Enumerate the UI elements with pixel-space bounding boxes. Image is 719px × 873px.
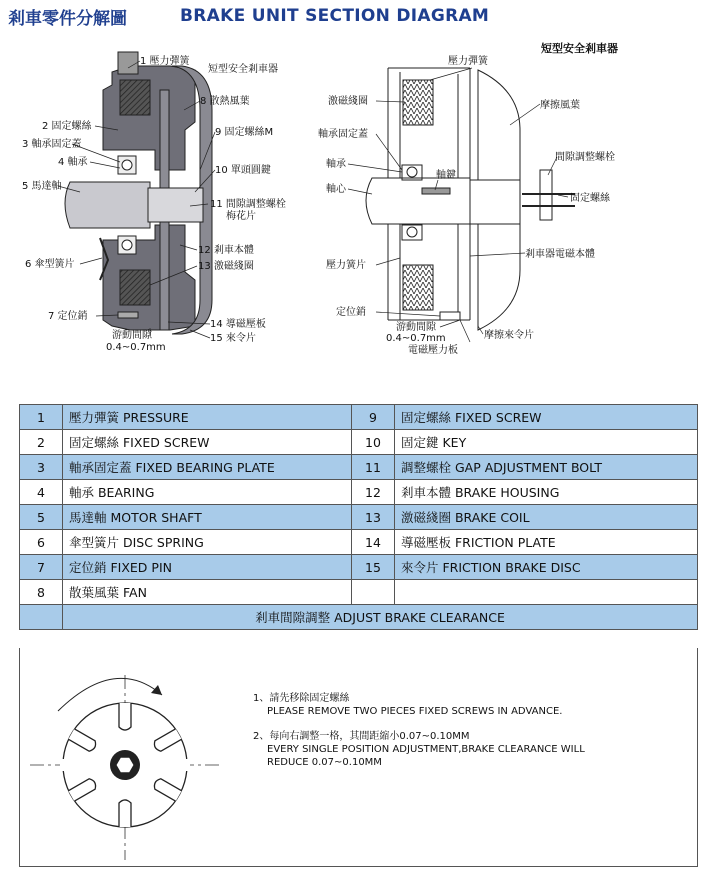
part-name: 壓力彈簧 PRESSURE	[63, 405, 352, 430]
part-number: 7	[20, 555, 63, 580]
clearance-heading: 剎車間隙調整 ADJUST BRAKE CLEARANCE	[63, 605, 698, 630]
part-name	[395, 580, 698, 605]
part-number: 6	[20, 530, 63, 555]
part-number	[352, 580, 395, 605]
left-label-12: 12 剎車本體	[198, 245, 254, 256]
part-name: 調整螺栓 GAP ADJUSTMENT BOLT	[395, 455, 698, 480]
step-1-cn: 1、請先移除固定螺絲	[253, 693, 350, 704]
step-1-en: PLEASE REMOVE TWO PIECES FIXED SCREWS IN ADVANCE.	[267, 706, 563, 717]
clearance-instructions	[253, 692, 585, 781]
table-row	[20, 480, 698, 505]
table-row	[20, 505, 698, 530]
left-label-6: 6 傘型簧片	[25, 259, 75, 270]
part-name: 散葉風葉 FAN	[63, 580, 352, 605]
right-label-plate: 電磁壓力板	[408, 345, 458, 356]
right-subtitle: 短型安全剎車器	[541, 42, 618, 55]
left-subtitle: 短型安全剎車器	[208, 64, 278, 75]
part-name: 剎車本體 BRAKE HOUSING	[395, 480, 698, 505]
part-name: 軸承 BEARING	[63, 480, 352, 505]
left-gap-value: 0.4~0.7mm	[106, 342, 166, 353]
right-label-shaft: 軸心	[326, 184, 346, 195]
right-gap-value: 0.4~0.7mm	[386, 333, 446, 344]
right-label-pin: 定位銷	[336, 307, 366, 318]
part-number: 11	[352, 455, 395, 480]
left-label-7: 7 定位銷	[48, 311, 88, 322]
table-row	[20, 405, 698, 430]
part-number: 10	[352, 430, 395, 455]
part-number: 5	[20, 505, 63, 530]
star-washer-diagram	[30, 665, 245, 865]
part-name: 導磁壓板 FRICTION PLATE	[395, 530, 698, 555]
part-name: 固定螺絲 FIXED SCREW	[63, 430, 352, 455]
star-washer	[60, 703, 190, 827]
page-title-en: BRAKE UNIT SECTION DIAGRAM	[180, 6, 490, 26]
left-label-2: 2 固定螺絲	[42, 121, 92, 132]
part-name: 馬達軸 MOTOR SHAFT	[63, 505, 352, 530]
step-2-en-line2: REDUCE 0.07~0.10MM	[267, 757, 382, 768]
page-title-cn: 剎車零件分解圖	[8, 9, 127, 29]
part-name: 固定螺絲 FIXED SCREW	[395, 405, 698, 430]
left-label-11-sub: 梅花片	[226, 211, 256, 222]
table-row	[20, 555, 698, 580]
part-number: 2	[20, 430, 63, 455]
part-number: 4	[20, 480, 63, 505]
table-row	[20, 430, 698, 455]
left-label-8: 8 散熱風葉	[200, 96, 250, 107]
right-label-disc: 摩擦來令片	[484, 330, 534, 341]
table-row	[20, 455, 698, 480]
right-label-key: 軸鍵	[436, 170, 456, 181]
left-section-drawing	[65, 52, 212, 334]
part-number: 13	[352, 505, 395, 530]
part-name: 固定鍵 KEY	[395, 430, 698, 455]
right-label-bearing: 軸承	[326, 159, 346, 170]
clearance-heading-spacer	[20, 605, 63, 630]
right-label-screw: 固定螺絲	[570, 193, 610, 204]
right-label-gap-bolt: 間隙調整螺栓	[555, 152, 615, 163]
left-gap-label: 游動間隙	[112, 330, 152, 341]
part-name: 軸承固定蓋 FIXED BEARING PLATE	[63, 455, 352, 480]
left-label-14: 14 導磁壓板	[210, 319, 266, 330]
left-label-15: 15 來令片	[210, 333, 256, 344]
parts-table	[19, 404, 698, 630]
part-number: 8	[20, 580, 63, 605]
part-number: 1	[20, 405, 63, 430]
rotation-arrowhead	[151, 685, 162, 695]
left-label-1: 1 壓力彈簧	[140, 56, 190, 67]
table-row	[20, 580, 698, 605]
left-label-3: 3 軸承固定蓋	[22, 139, 82, 150]
part-name: 來令片 FRICTION BRAKE DISC	[395, 555, 698, 580]
step-2-en-line1: EVERY SINGLE POSITION ADJUSTMENT,BRAKE CLEARANCE WILL	[267, 744, 585, 755]
left-label-13: 13 激磁綫圈	[198, 261, 254, 272]
part-name: 傘型簧片 DISC SPRING	[63, 530, 352, 555]
left-label-9: 9 固定螺絲M	[215, 127, 274, 138]
part-number: 12	[352, 480, 395, 505]
right-label-fan: 摩擦風葉	[540, 100, 580, 111]
right-label-disc-spring: 壓力簧片	[326, 260, 366, 271]
left-label-4: 4 軸承	[58, 157, 88, 168]
left-label-11: 11 間隙調整螺栓	[210, 199, 286, 210]
instruction-step-1	[253, 692, 585, 718]
table-row	[20, 530, 698, 555]
left-label-10: 10 單頭圓鍵	[215, 165, 271, 176]
part-number: 15	[352, 555, 395, 580]
part-name: 激磁綫圈 BRAKE COIL	[395, 505, 698, 530]
right-gap-label: 游動間隙	[396, 322, 436, 333]
right-label-bearing-cover: 軸承固定蓋	[318, 129, 368, 140]
step-2-cn: 2、每向右調整一格，其間距縮小0.07~0.10MM	[253, 731, 470, 742]
section-diagrams	[0, 30, 719, 400]
left-label-5: 5 馬達軸	[22, 181, 62, 192]
part-name: 定位銷 FIXED PIN	[63, 555, 352, 580]
part-number: 9	[352, 405, 395, 430]
right-label-coil: 激磁綫圈	[328, 96, 368, 107]
clearance-heading-row	[20, 605, 698, 630]
right-label-pressure-spring: 壓力彈簧	[448, 56, 488, 67]
instruction-step-2	[253, 730, 585, 769]
part-number: 3	[20, 455, 63, 480]
part-number: 14	[352, 530, 395, 555]
right-label-housing: 剎車器電磁本體	[525, 249, 595, 260]
